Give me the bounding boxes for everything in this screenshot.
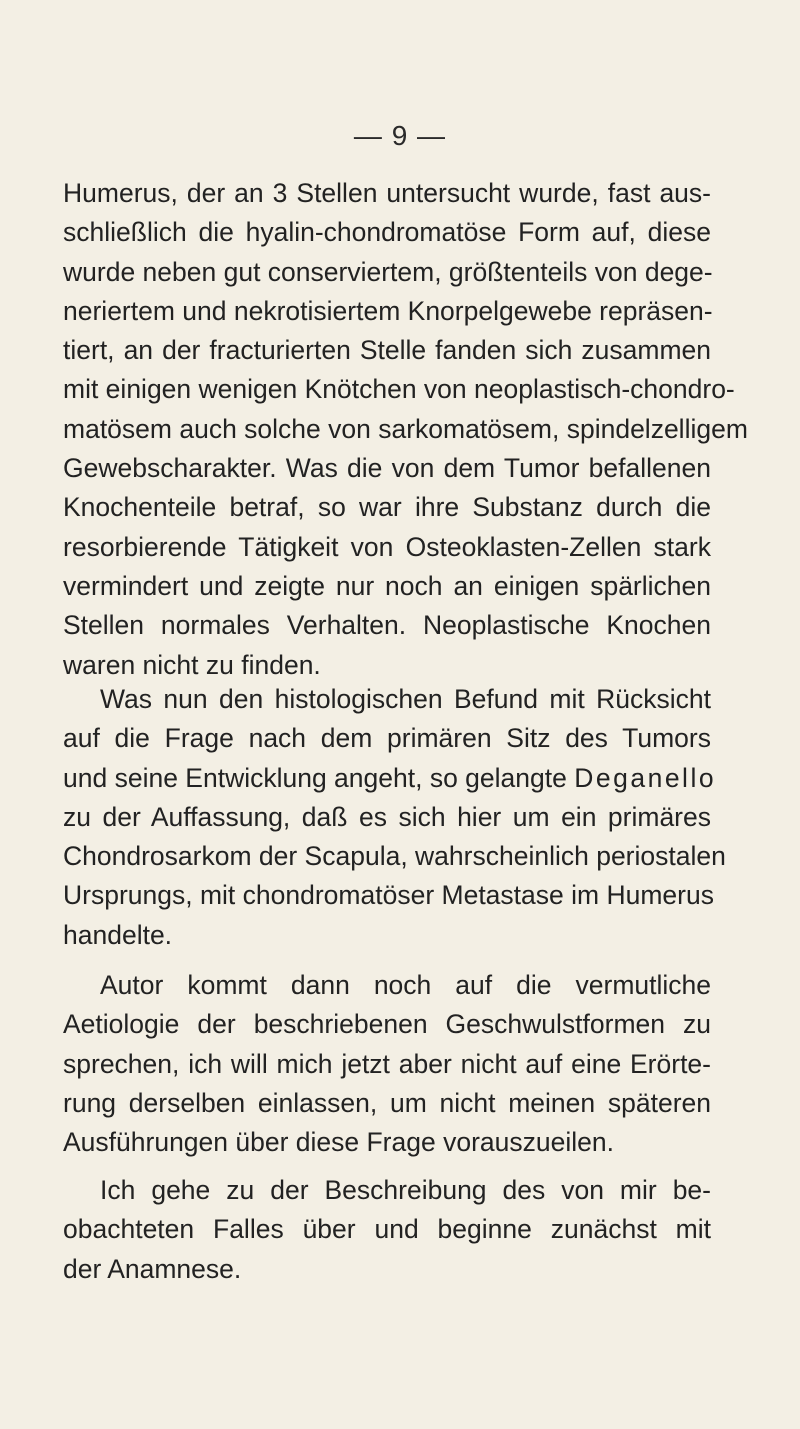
author-name-deganello: Deganello <box>574 762 717 793</box>
text-line: wurde neben gut conserviertem, größtenteils von dege- <box>63 256 713 287</box>
text-line: waren nicht zu finden. <box>63 649 321 680</box>
text-line: Knochenteile betraf, so war ihre Substanz durch die <box>63 492 711 523</box>
paragraph-4 <box>63 1171 711 1289</box>
text-line: Was nun den histologischen Befund mit Rücksicht <box>100 684 711 714</box>
text-line: resorbierende Tätigkeit von Osteoklasten-Zellen stark <box>63 531 711 562</box>
text-line: der Anamnese. <box>63 1253 242 1284</box>
text-line: schließlich die hyalin-chondromatöse Form auf, diese <box>63 217 711 248</box>
text-line: tiert, an der fracturierten Stelle fanden sich zusammen <box>63 335 711 366</box>
page-number: — 9 — <box>353 120 447 151</box>
text-line: auf die Frage nach dem primären Sitz des Tumors <box>63 723 711 754</box>
text-segment: und seine Entwicklung angeht, so gelangte <box>63 762 575 793</box>
text-line: matösem auch solche von sarkomatösem, spindelzelligem <box>63 413 748 444</box>
text-line: sprechen, ich will mich jetzt aber nicht auf eine Erörte- <box>63 1048 711 1079</box>
text-line <box>63 759 717 798</box>
text-line: Humerus, der an 3 Stellen untersucht wurde, fast aus- <box>63 178 711 208</box>
text-line: mit einigen wenigen Knötchen von neoplastisch-chondro- <box>63 374 735 405</box>
text-line: Ursprungs, mit chondromatöser Metastase im Humerus <box>63 880 714 911</box>
text-line: zu der Auffassung, daß es sich hier um ein primäres <box>63 801 711 832</box>
text-line: handelte. <box>63 919 173 950</box>
text-line: Aetiologie der beschriebenen Geschwulstformen zu <box>63 1009 711 1040</box>
text-line: Ich gehe zu der Beschreibung des von mir be- <box>100 1175 711 1205</box>
paragraph-2 <box>63 680 726 955</box>
text-line: Stellen normales Verhalten. Neoplastische Knochen <box>63 610 711 641</box>
text-line: obachteten Falles über und beginne zunächst mit <box>63 1214 711 1245</box>
paragraph-3 <box>63 966 711 1162</box>
text-line: Ausführungen über diese Frage vorauszueilen. <box>63 1127 614 1158</box>
text-line: Chondrosarkom der Scapula, wahrscheinlich periostalen <box>63 841 726 872</box>
text-line: Autor kommt dann noch auf die vermutliche <box>100 970 711 1000</box>
text-line: vermindert und zeigte nur noch an einigen spärlichen <box>63 570 711 601</box>
paragraph-1 <box>63 174 748 685</box>
text-line: Gewebscharakter. Was die von dem Tumor befallenen <box>63 453 711 484</box>
text-line: rung derselben einlassen, um nicht meinen späteren <box>63 1087 711 1118</box>
text-line: neriertem und nekrotisiertem Knorpelgewebe repräsen- <box>63 295 713 326</box>
